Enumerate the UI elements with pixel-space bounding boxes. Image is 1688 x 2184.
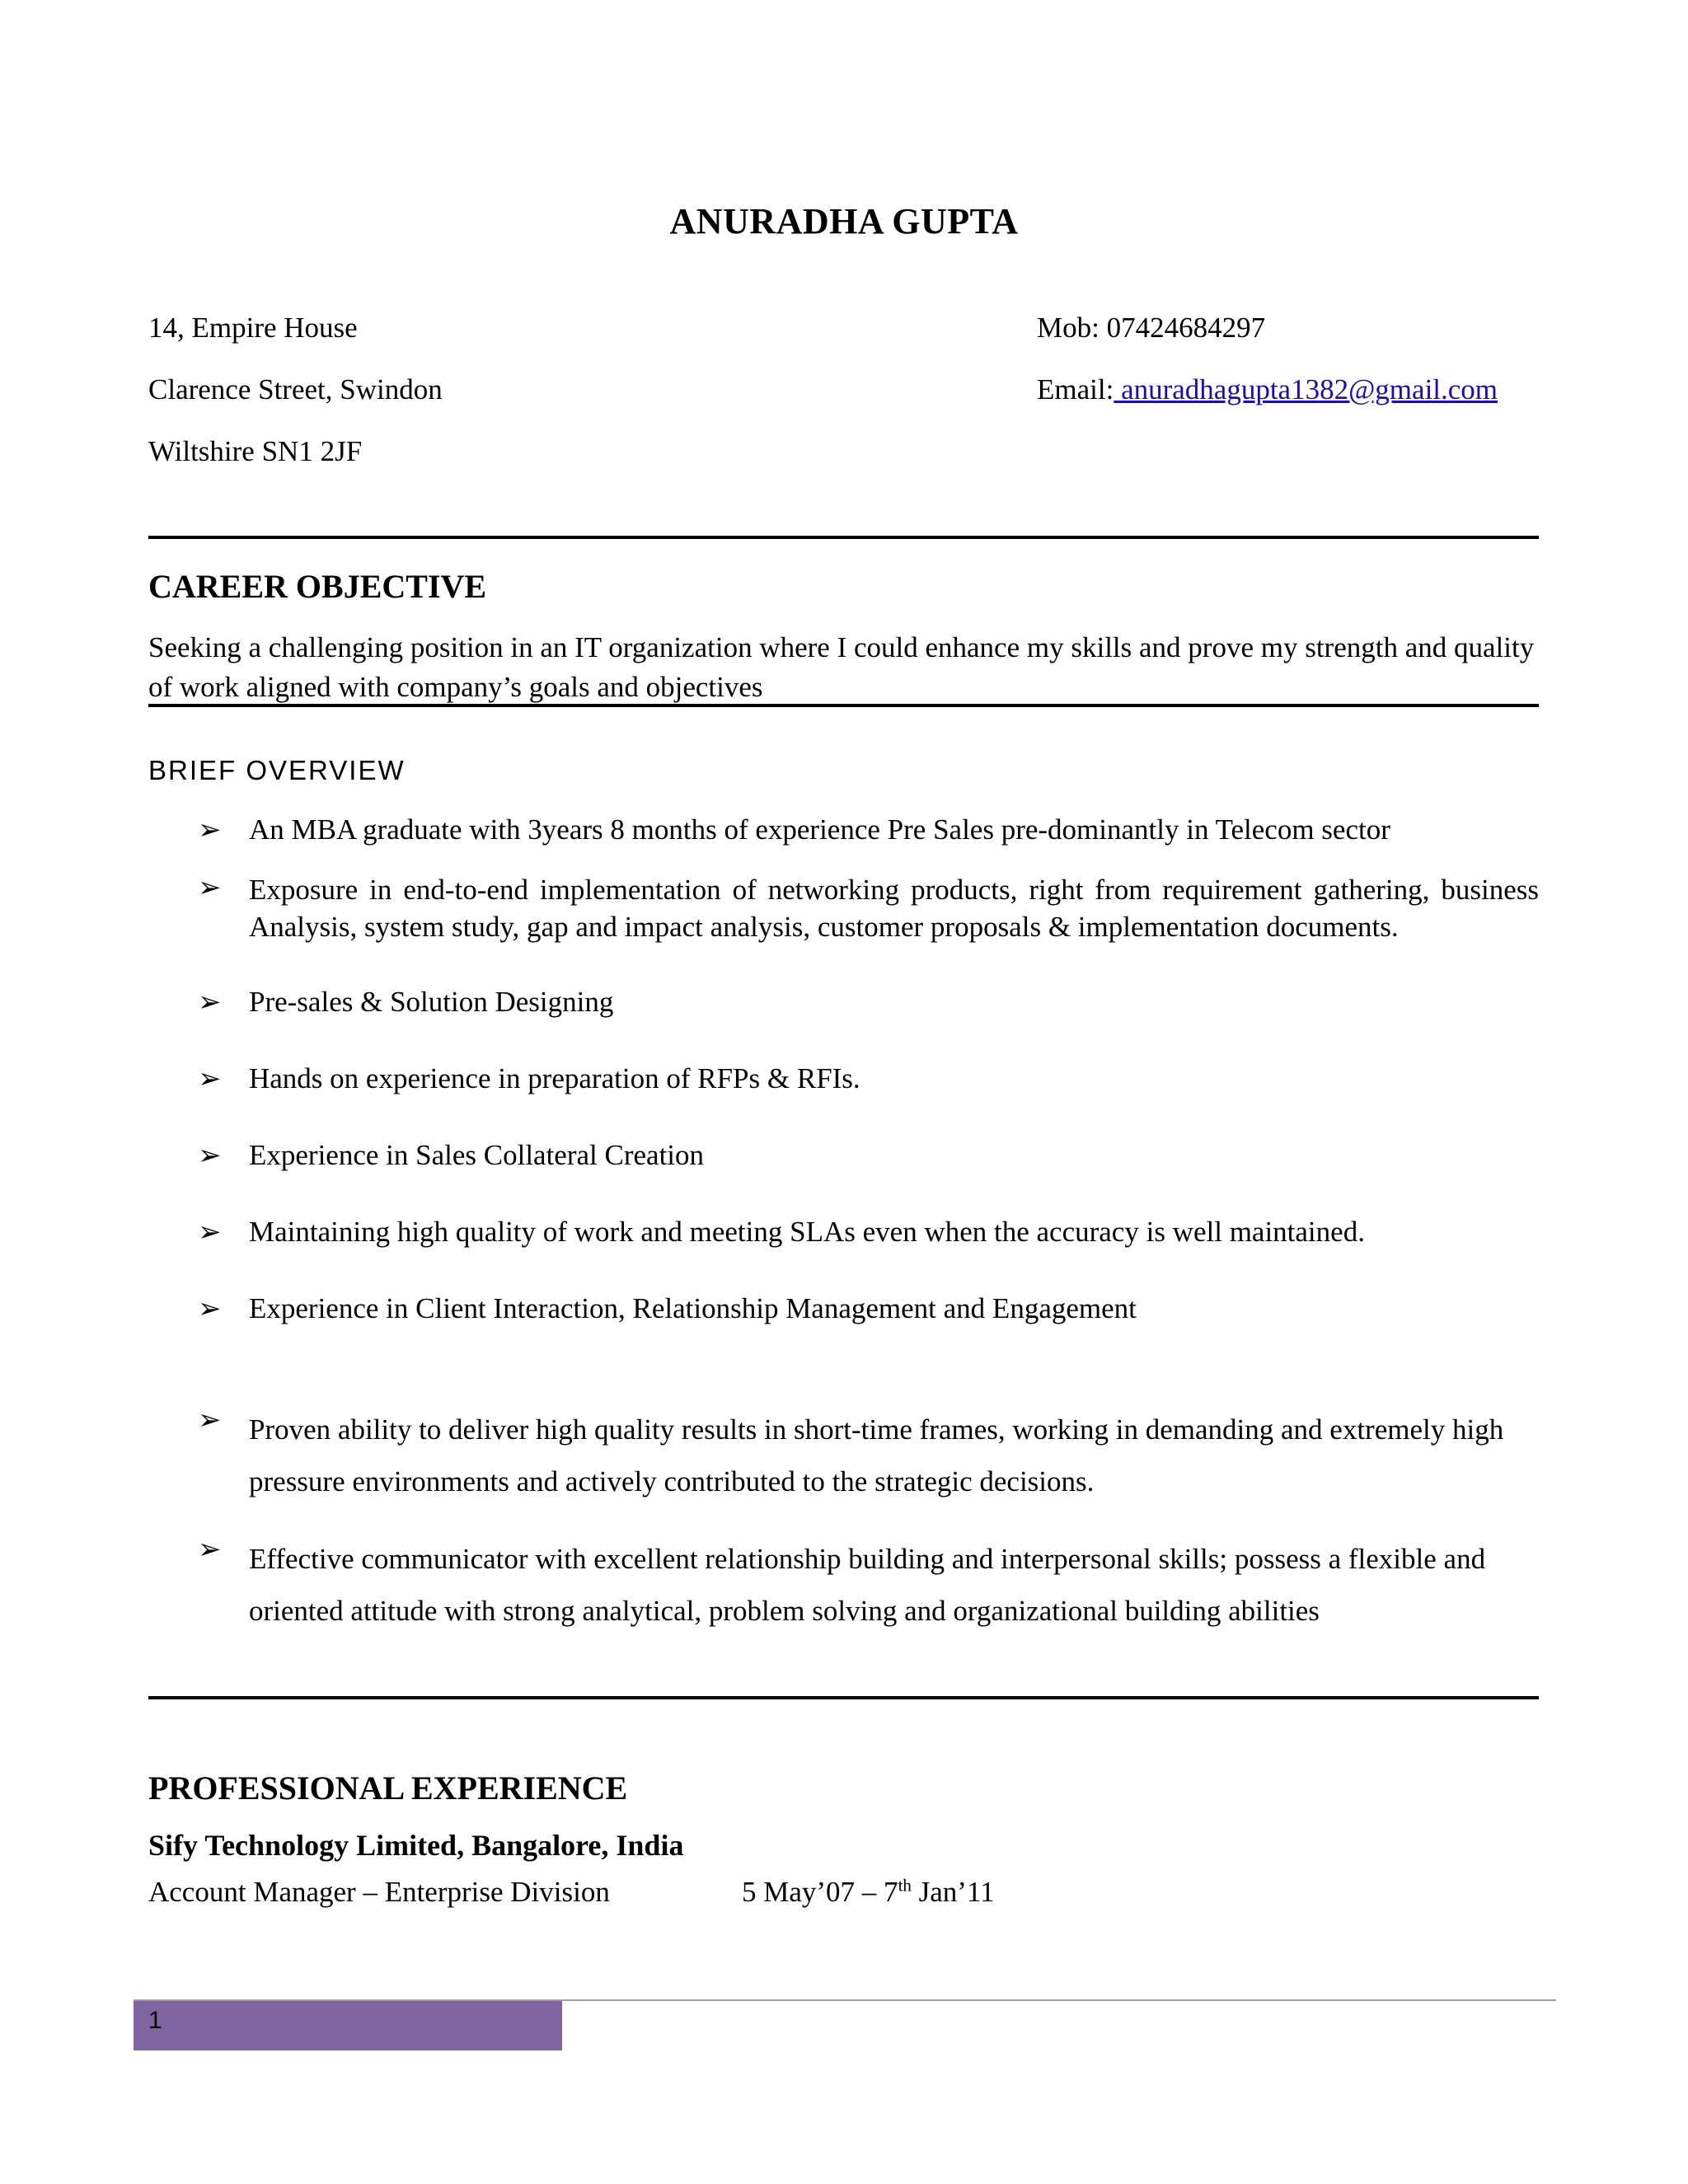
mobile-number: Mob: 07424684297 xyxy=(1037,312,1266,344)
brief-overview-heading: BRIEF OVERVIEW xyxy=(148,755,406,785)
address-line-1: 14, Empire House xyxy=(148,312,358,344)
bullet-icon: ➢ xyxy=(198,1216,222,1249)
bullet-icon: ➢ xyxy=(198,1292,222,1325)
bullet-icon: ➢ xyxy=(198,1533,222,1566)
divider-top xyxy=(148,536,1539,539)
bullet-icon: ➢ xyxy=(198,871,222,904)
bullet-icon: ➢ xyxy=(198,1404,222,1436)
overview-item: Experience in Client Interaction, Relationship Management and Engagement xyxy=(249,1292,1137,1324)
bullet-icon: ➢ xyxy=(198,813,222,846)
bullet-icon: ➢ xyxy=(198,986,222,1019)
overview-item: Proven ability to deliver high quality results in short-time frames, working in demanding and extremely high pressure environments and actively contributed to the strategic decisions. xyxy=(249,1413,1504,1497)
career-objective-heading: CAREER OBJECTIVE xyxy=(148,568,487,605)
email-row xyxy=(1037,373,1498,406)
overview-item: Hands on experience in preparation of RFPs & RFIs. xyxy=(249,1062,860,1094)
overview-item: Effective communicator with excellent relationship building and interpersonal skills; possess a flexible and oriented attitude with strong analytical, problem solving and organizational building abilities xyxy=(249,1543,1486,1627)
email-label: Email: xyxy=(1037,373,1114,405)
overview-item: Exposure in end-to-end implementation of networking products, right from requirement gathering, business Analysis, system study, gap and impact analysis, customer proposals & implementation documents. xyxy=(249,874,1539,943)
footer-accent-bar xyxy=(134,2001,562,2050)
job-dates xyxy=(742,1876,995,1909)
overview-item: Experience in Sales Collateral Creation xyxy=(249,1139,705,1171)
divider-overview xyxy=(148,1696,1539,1699)
career-objective-text: Seeking a challenging position in an IT organization where I could enhance my skills and prove my strength and quality of work aligned with company’s goals and objectives xyxy=(148,631,1535,703)
email-link[interactable]: anuradhagupta1382@gmail.com xyxy=(1114,373,1498,405)
divider-objective xyxy=(148,704,1539,707)
job-role: Account Manager – Enterprise Division xyxy=(148,1876,610,1908)
job-dates-end: Jan’11 xyxy=(911,1876,995,1908)
overview-item: Pre-sales & Solution Designing xyxy=(249,986,614,1018)
company-name: Sify Technology Limited, Bangalore, India xyxy=(148,1829,684,1862)
address-line-2: Clarence Street, Swindon xyxy=(148,373,443,405)
overview-item: An MBA graduate with 3years 8 months of experience Pre Sales pre-dominantly in Telecom sector xyxy=(249,813,1390,846)
professional-experience-heading: PROFESSIONAL EXPERIENCE xyxy=(148,1769,628,1807)
bullet-icon: ➢ xyxy=(198,1139,222,1172)
page-number: 1 xyxy=(148,2007,162,2034)
bullet-icon: ➢ xyxy=(198,1062,222,1095)
job-dates-start: 5 May’07 – 7 xyxy=(742,1876,898,1908)
overview-item: Maintaining high quality of work and meeting SLAs even when the accuracy is well maintained. xyxy=(249,1216,1365,1248)
candidate-name: ANURADHA GUPTA xyxy=(669,201,1019,241)
job-dates-sup: th xyxy=(898,1875,912,1896)
address-line-3: Wiltshire SN1 2JF xyxy=(148,435,363,467)
